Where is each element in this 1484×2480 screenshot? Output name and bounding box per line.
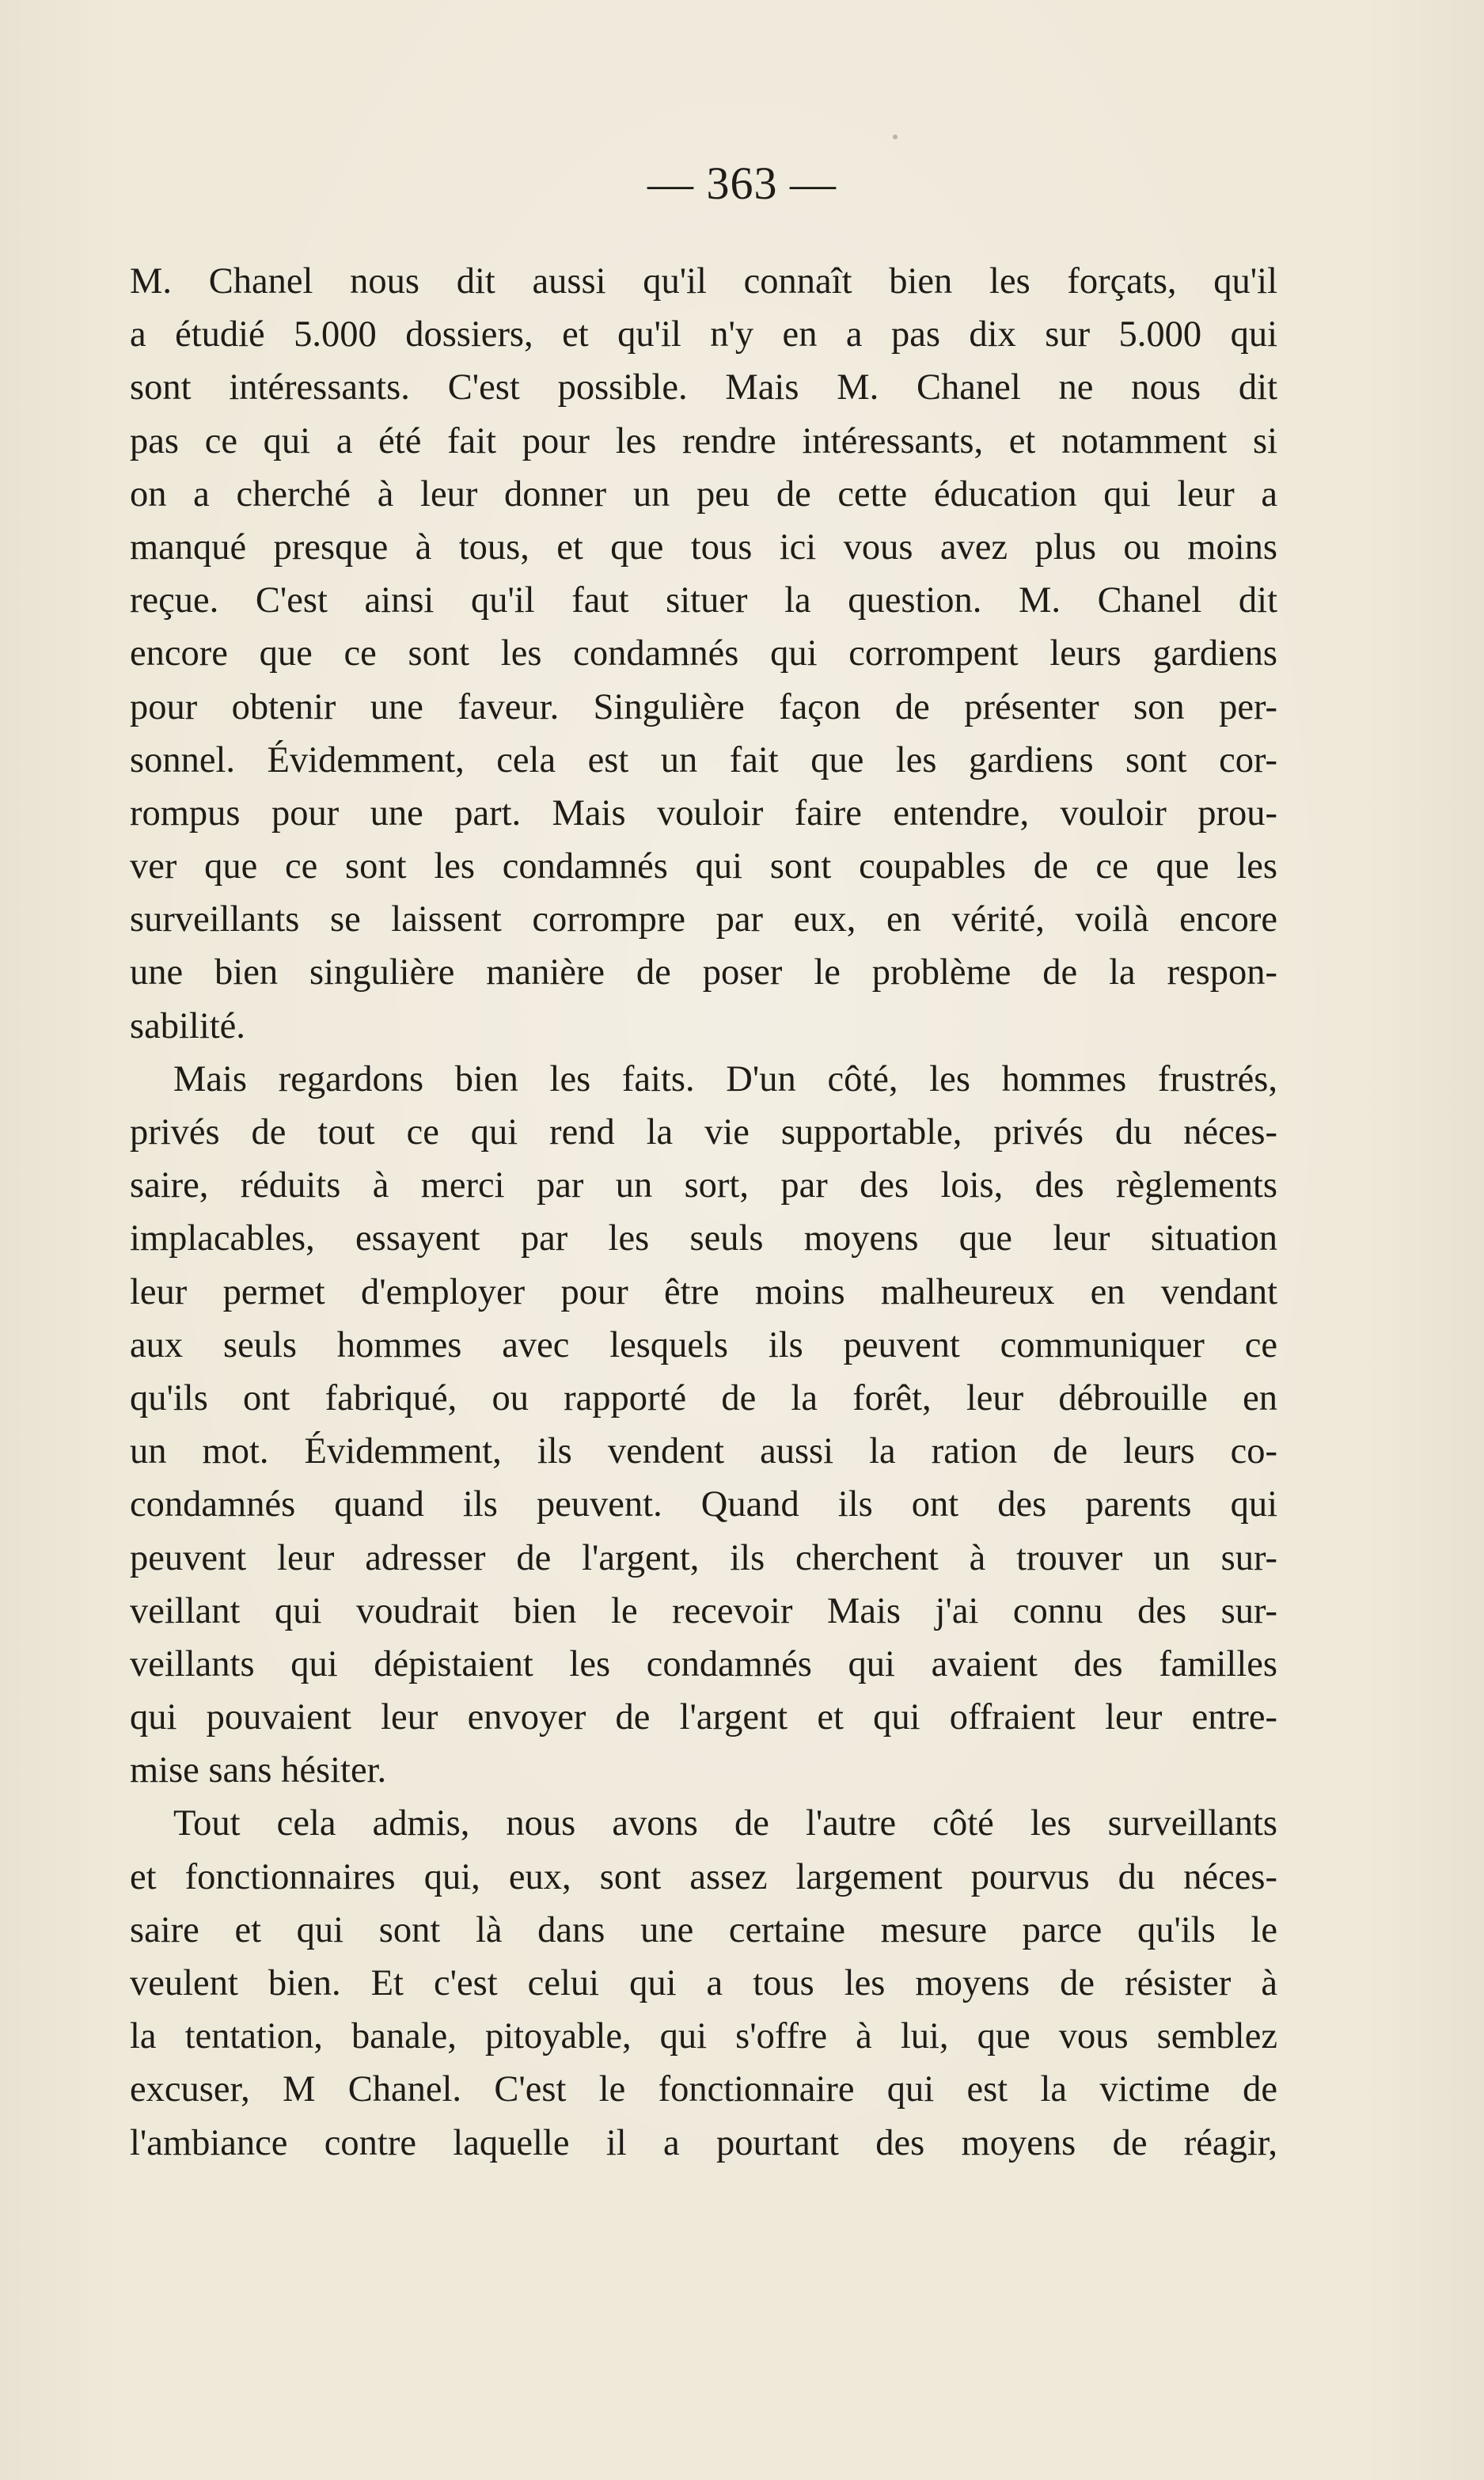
paper-speck xyxy=(893,135,898,139)
text-line: ver que ce sont les condamnés qui sont coupables de ce que les xyxy=(130,846,1277,887)
text-line: et fonctionnaires qui, eux, sont assez largement pourvus du néces- xyxy=(130,1856,1277,1897)
text-line: reçue. C'est ainsi qu'il faut situer la question. M. Chanel dit xyxy=(130,580,1277,621)
text-line: leur permet d'employer pour être moins malheureux en vendant xyxy=(130,1271,1277,1312)
body-text xyxy=(130,255,1277,2170)
text-line: privés de tout ce qui rend la vie supportable, privés du néces- xyxy=(130,1112,1277,1153)
text-line: sabilité. xyxy=(130,1005,245,1046)
text-line: excuser, M Chanel. C'est le fonctionnaire qui est la victime de xyxy=(130,2069,1277,2110)
text-line: un mot. Évidemment, ils vendent aussi la ration de leurs co- xyxy=(130,1431,1277,1472)
text-line: la tentation, banale, pitoyable, qui s'offre à lui, que vous semblez xyxy=(130,2016,1277,2057)
text-line: pour obtenir une faveur. Singulière façon de présenter son per- xyxy=(130,686,1277,727)
text-line: condamnés quand ils peuvent. Quand ils ont des parents qui xyxy=(130,1484,1277,1525)
text-line: qu'ils ont fabriqué, ou rapporté de la forêt, leur débrouille en xyxy=(130,1377,1277,1418)
text-line: veillant qui voudrait bien le recevoir Mais j'ai connu des sur- xyxy=(130,1590,1277,1631)
text-line: sont intéressants. C'est possible. Mais M. Chanel ne nous dit xyxy=(130,367,1277,408)
text-line: qui pouvaient leur envoyer de l'argent et qui offraient leur entre- xyxy=(130,1697,1277,1738)
text-line: manqué presque à tous, et que tous ici vous avez plus ou moins xyxy=(130,526,1277,568)
text-line: saire et qui sont là dans une certaine mesure parce qu'ils le xyxy=(130,1909,1277,1950)
page-number: — 363 — xyxy=(647,158,837,209)
text-line: encore que ce sont les condamnés qui corrompent leurs gardiens xyxy=(130,633,1277,674)
text-line: Tout cela admis, nous avons de l'autre côté les surveillants xyxy=(173,1803,1277,1844)
text-line: implacables, essayent par les seuls moyens que leur situation xyxy=(130,1218,1277,1259)
text-line: sonnel. Évidemment, cela est un fait que les gardiens sont cor- xyxy=(130,739,1277,780)
text-line: pas ce qui a été fait pour les rendre intéressants, et notamment si xyxy=(130,420,1277,461)
text-line: M. Chanel nous dit aussi qu'il connaît bien les forçats, qu'il xyxy=(130,261,1277,302)
text-line: l'ambiance contre laquelle il a pourtant des moyens de réagir, xyxy=(130,2122,1277,2163)
text-line: surveillants se laissent corrompre par eux, en vérité, voilà encore xyxy=(130,899,1277,940)
text-line: rompus pour une part. Mais vouloir faire entendre, vouloir prou- xyxy=(130,792,1277,834)
text-line: une bien singulière manière de poser le problème de la respon- xyxy=(130,952,1277,993)
text-line: veillants qui dépistaient les condamnés qui avaient des familles xyxy=(130,1643,1277,1684)
text-line: on a cherché à leur donner un peu de cette éducation qui leur a xyxy=(130,473,1277,515)
text-line: veulent bien. Et c'est celui qui a tous les moyens de résister à xyxy=(130,1963,1277,2003)
text-line: peuvent leur adresser de l'argent, ils cherchent à trouver un sur- xyxy=(130,1537,1277,1578)
text-line: saire, réduits à merci par un sort, par des lois, des règlements xyxy=(130,1165,1277,1206)
text-line: mise sans hésiter. xyxy=(130,1750,387,1791)
text-line: Mais regardons bien les faits. D'un côté, les hommes frustrés, xyxy=(173,1058,1277,1099)
text-line: a étudié 5.000 dossiers, et qu'il n'y en a pas dix sur 5.000 qui xyxy=(130,314,1277,355)
text-line: aux seuls hommes avec lesquels ils peuvent communiquer ce xyxy=(130,1324,1277,1365)
